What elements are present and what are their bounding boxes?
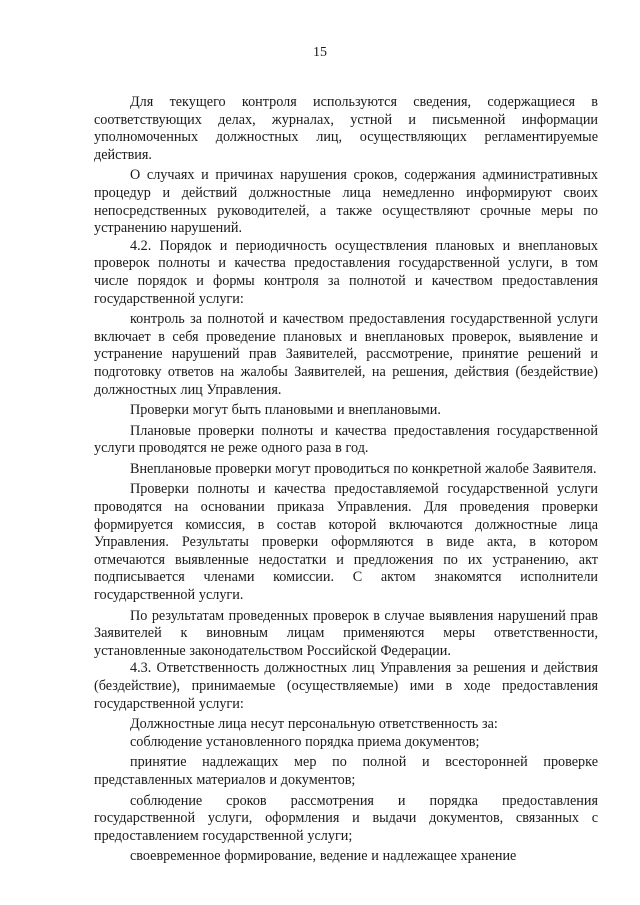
paragraph-responsibility-item-1: соблюдение установленного порядка приема документов; [130,733,480,750]
paragraph-control-scope: контроль за полнотой и качеством предоставления государственной услуги включает в себя проведение плановых и внеплановых проверок, выявление и устранение нарушений прав Заявителей, рассмотрение, принятие решений и подготовку ответов на жалобы Заявителей, на решения, действия (бездействие) должностных лиц Управления. [94,311,598,398]
paragraph-check-procedure: Проверки полноты и качества предоставляемой государственной услуги проводятся на основании приказа Управления. Для проведения проверки формируется комиссия, в состав которой включаются должностные лица Управления. Результаты проверки оформляются в виде акта, в котором отмечаются выявленные недостатки и предложения по их устранению, акт подписывается членами комиссии. С актом знакомятся исполнители государственной услуги. [94,481,598,604]
paragraph-responsibility-item-4: своевременное формирование, ведение и надлежащее хранение [130,848,517,865]
paragraph-section-4-3: 4.3. Ответственность должностных лиц Управления за решения и действия (бездействие), принимаемые (осуществляемые) ими в ходе предоставления государственной услуги: [94,660,598,712]
paragraph-check-results: По результатам проведенных проверок в случае выявления нарушений прав Заявителей к виновным лицам применяются меры ответственности, установленные законодательством Российской Федерации. [94,607,598,659]
paragraph-responsibility-item-3: соблюдение сроков рассмотрения и порядка предоставления государственной услуги, оформления и выдачи документов, связанных с предоставлением государственной услуги; [94,792,598,844]
paragraph-unplanned-checks: Внеплановые проверки могут проводиться по конкретной жалобе Заявителя. [130,460,597,477]
paragraph-check-types: Проверки могут быть плановыми и внеплановыми. [130,402,441,419]
paragraph-section-4-2: 4.2. Порядок и периодичность осуществления плановых и внеплановых проверок полноты и качества предоставления государственной услуги, в том числе порядок и формы контроля за полнотой и качеством предоставления государственной услуги: [94,237,598,307]
paragraph-planned-checks: Плановые проверки полноты и качества предоставления государственной услуги проводятся не реже одного раза в год. [94,422,598,457]
paragraph-violations: О случаях и причинах нарушения сроков, содержания административных процедур и действий должностные лица немедленно информируют своих непосредственных руководителей, а также осуществляют срочные меры по устранению нарушений. [94,167,598,237]
document-body [94,94,598,866]
paragraph-responsibility-intro: Должностные лица несут персональную ответственность за: [130,716,498,733]
paragraph-responsibility-item-2: принятие надлежащих мер по полной и всесторонней проверке представленных материалов и документов; [94,754,598,788]
page-number: 15 [313,45,327,60]
paragraph-current-control: Для текущего контроля используются сведения, содержащиеся в соответствующих делах, журналах, устной и письменной информации уполномоченных должностных лиц, осуществляющих регламентируемые действия. [94,94,598,163]
